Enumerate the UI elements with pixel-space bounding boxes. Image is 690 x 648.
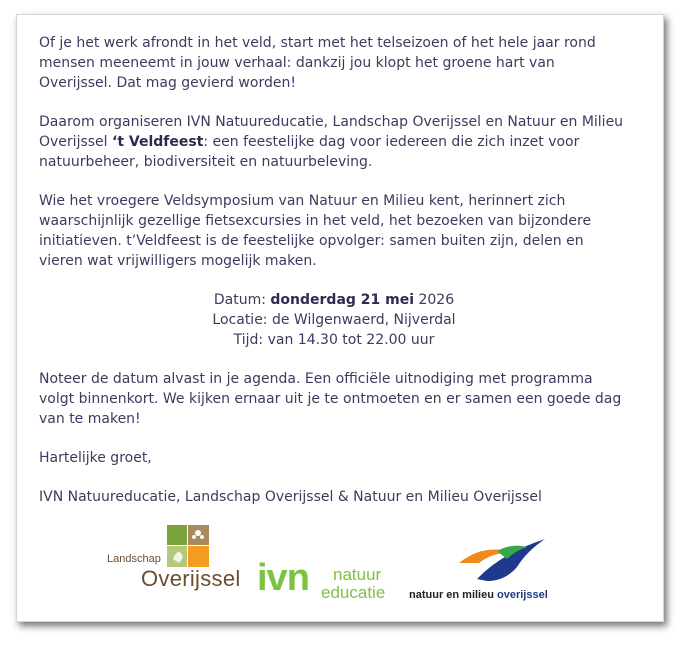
natuur-milieu-label <box>409 589 548 601</box>
veldfeest-description: : een feestelijke dag voor iedereen die zich inzet voor natuurbeheer, biodiversiteit en natuurbeleving. <box>39 134 580 170</box>
event-time: Tijd: van 14.30 tot 22.00 uur <box>233 332 435 348</box>
paragraph-agenda: Noteer de datum alvast in je agenda. Een officiële uitnodiging met programma volgt binnenkort. We kijken ernaar uit je te ontmoeten en er samen een goede dag van te maken! <box>39 371 622 427</box>
nm-black-text: natuur en milieu <box>409 589 498 601</box>
organisers-text: Daarom organiseren IVN Natuureducatie, Landschap Overijssel en Natuur en Milieu Overijssel <box>39 114 624 150</box>
swoosh-icon <box>457 533 547 583</box>
date-label: Datum: <box>213 292 271 308</box>
event-details <box>39 290 629 350</box>
greeting: Hartelijke groet, <box>39 450 152 466</box>
paragraph-history: Wie het vroegere Veldsymposium van Natuur en Milieu kent, herinnert zich waarschijnlijk gezellige fietsexcursies in het veld, het bezoeken van bijzondere initiatieven. t’Veldfeest is de feestelijke opvolger: samen buiten zijn, delen en vieren wat vrijwilligers mogelijk maken. <box>39 193 592 269</box>
paragraph-organisers <box>39 112 629 172</box>
ivn-logo <box>257 541 407 603</box>
signature: IVN Natuureducatie, Landschap Overijssel & Natuur en Milieu Overijssel <box>39 489 542 505</box>
logo-strip <box>17 523 663 603</box>
paragraph-intro: Of je het werk afrondt in het veld, start met het telseizoen of het hele jaar rond mensen meeneemt in jouw verhaal: dankzij jou klopt het groene hart van Overijssel. Dat mag gevierd worden! <box>39 35 596 91</box>
email-card <box>16 14 664 622</box>
ivn-natuur: natuur <box>333 565 382 584</box>
event-year: 2026 <box>414 292 455 308</box>
landschap-emblem-icon <box>167 525 209 567</box>
ivn-educatie: educatie <box>321 583 386 602</box>
ivn-wordmark: ivn <box>257 557 309 599</box>
landschap-label: Landschap <box>107 553 161 565</box>
event-date: donderdag 21 mei <box>270 292 415 308</box>
landschap-overijssel-logo <box>107 523 247 603</box>
overijssel-label: Overijssel <box>141 566 241 591</box>
veldfeest-name: ‘t Veldfeest <box>112 134 204 150</box>
natuur-milieu-logo <box>409 533 559 605</box>
nm-overijssel-text: overijssel <box>497 589 548 601</box>
email-body <box>39 33 629 526</box>
event-location: Locatie: de Wilgenwaerd, Nijverdal <box>212 312 456 328</box>
